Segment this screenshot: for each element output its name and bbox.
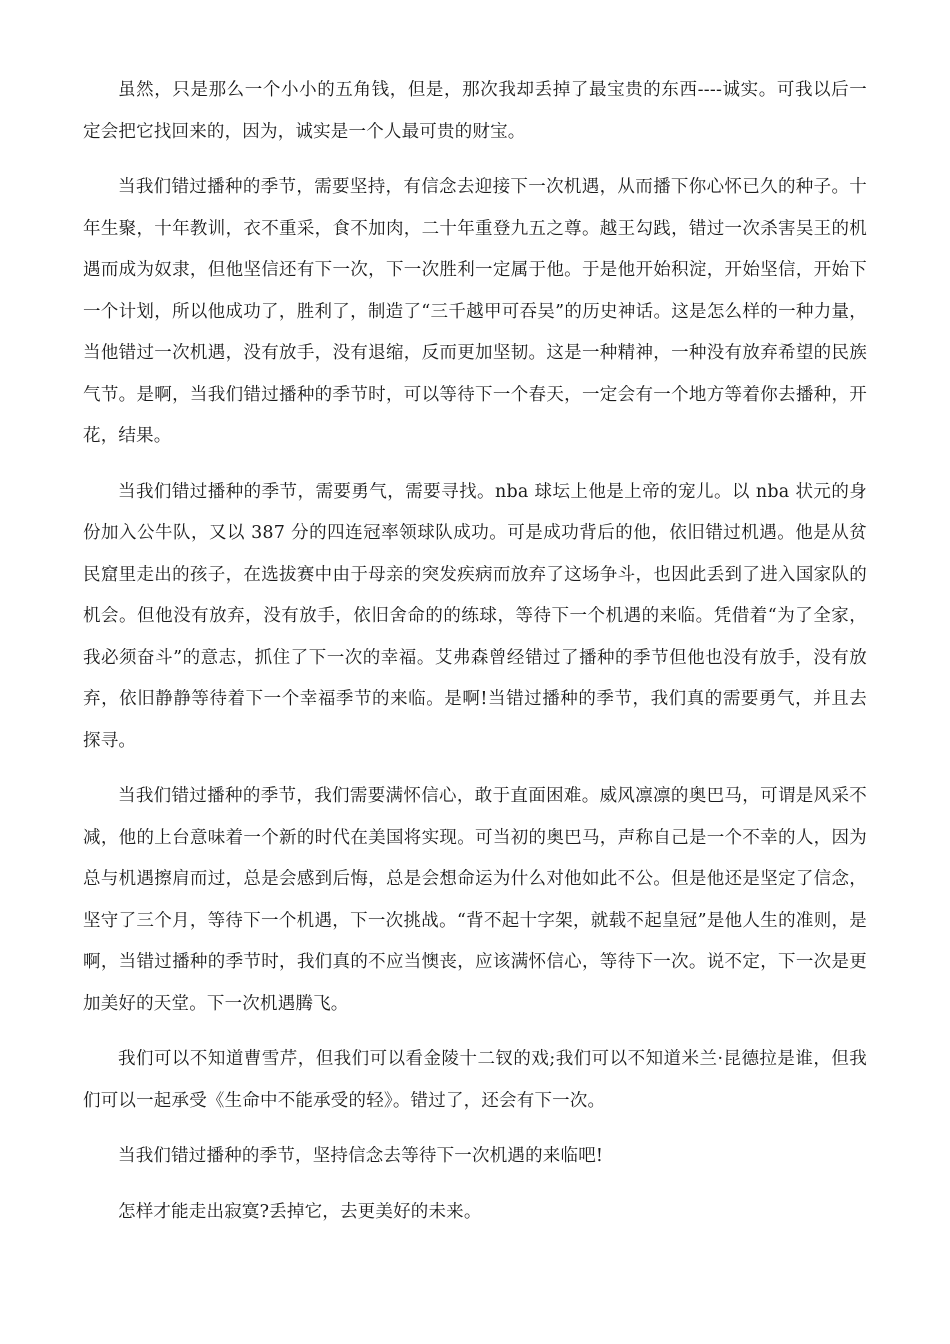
- paragraph-5: 我们可以不知道曹雪芹，但我们可以看金陵十二钗的戏;我们可以不知道米兰·昆德拉是谁，但我们可以一起承受《生命中不能承受的轻》。错过了，还会有下一次。: [83, 1049, 867, 1111]
- paragraph-6: 当我们错过播种的季节，坚持信念去等待下一次机遇的来临吧!: [118, 1146, 604, 1166]
- paragraph-4: 当我们错过播种的季节，我们需要满怀信心，敢于直面困难。威风凛凛的奥巴马，可谓是风采不减，他的上台意味着一个新的时代在美国将实现。可当初的奥巴马，声称自己是一个不幸的人，因为总与机遇擦肩而过，总是会感到后悔，总是会想命运为什么对他如此不公。但是他还是坚定了信念，坚守了三个月，等待下一个机遇，下一次挑战。“背不起十字架，就载不起皇冠”是他人生的准则，是啊，当错过播种的季节时，我们真的不应当懊丧，应该满怀信心，等待下一次。说不定，下一次是更加美好的天堂。下一次机遇腾飞。: [83, 786, 867, 1014]
- paragraph-7: 怎样才能走出寂寞?丢掉它，去更美好的未来。: [118, 1201, 482, 1222]
- document-body: [83, 70, 867, 1247]
- paragraph-3: 当我们错过播种的季节，需要勇气，需要寻找。nba 球坛上他是上帝的宠儿。以 nba 状元的身份加入公牛队，又以 387 分的四连冠率领球队成功。可是成功背后的他，依旧错过机遇。他是从贫民窟里走出的孩子，在选拔赛中由于母亲的突发疾病而放弃了这场争斗，也因此丢到了进入国家队的机会。但他没有放弃，没有放手，依旧舍命的的练球，等待下一个机遇的来临。凭借着“为了全家，我必须奋斗”的意志，抓住了下一次的幸福。艾弗森曾经错过了播种的季节但他也没有放手，没有放弃，依旧静静等待着下一个幸福季节的来临。是啊!当错过播种的季节，我们真的需要勇气，并且去探寻。: [83, 481, 867, 751]
- paragraph-2: 当我们错过播种的季节，需要坚持，有信念去迎接下一次机遇，从而播下你心怀已久的种子。十年生聚，十年教训，衣不重采，食不加肉，二十年重登九五之尊。越王勾践，错过一次杀害吴王的机遇而成为奴隶，但他坚信还有下一次，下一次胜利一定属于他。于是他开始积淀，开始坚信，开始下一个计划，所以他成功了，胜利了，制造了“三千越甲可吞吴”的历史神话。这是怎么样的一种力量，当他错过一次机遇，没有放手，没有退缩，反而更加坚韧。这是一种精神，一种没有放弃希望的民族气节。是啊，当我们错过播种的季节时，可以等待下一个春天，一定会有一个地方等着你去播种，开花，结果。: [83, 177, 867, 446]
- paragraph-1: 虽然，只是那么一个小小的五角钱，但是，那次我却丢掉了最宝贵的东西----诚实。可我以后一定会把它找回来的，因为，诚实是一个人最可贵的财宝。: [83, 80, 867, 142]
